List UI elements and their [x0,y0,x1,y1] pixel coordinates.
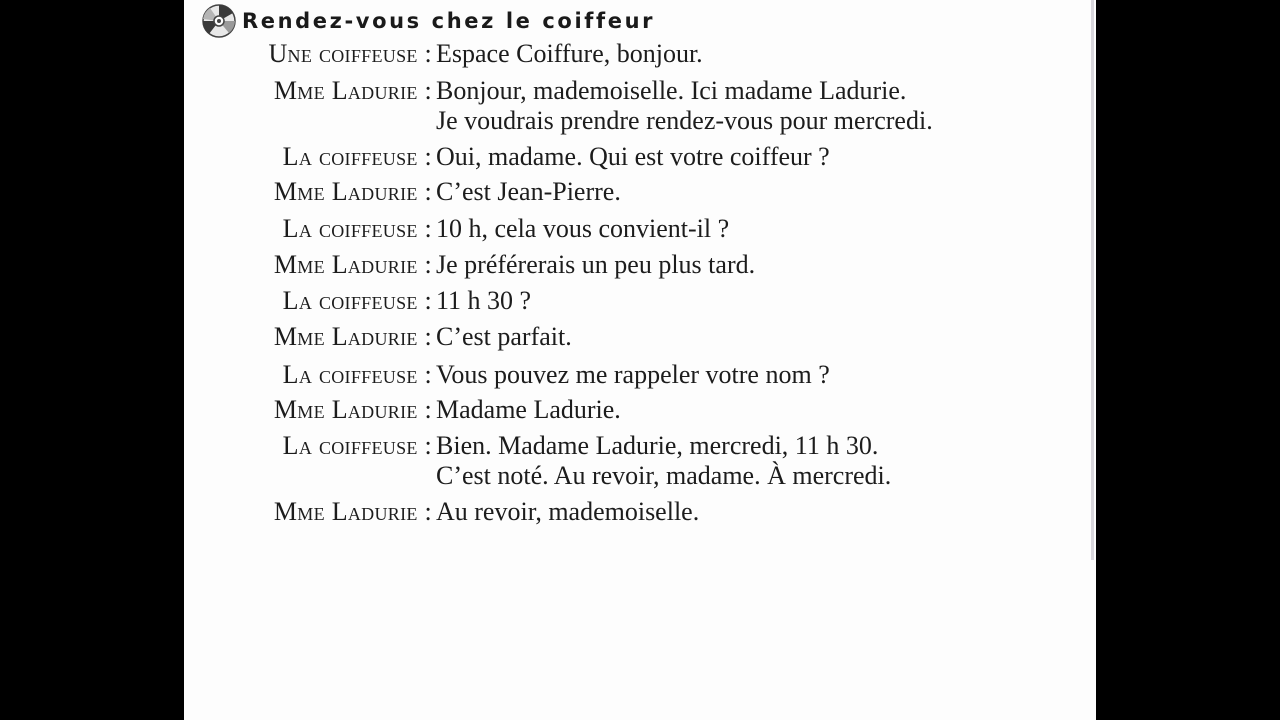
dialogue-text: C’est Jean-Pierre. [436,177,621,206]
dialogue-text: Espace Coiffure, bonjour. [436,39,703,68]
speaker-label: La coiffeuse : [282,431,432,460]
dialogue-text: Oui, madame. Qui est votre coiffeur ? [436,142,830,171]
speaker-label: Mme Ladurie : [273,250,432,279]
dialogue-text: Madame Ladurie. [436,395,621,424]
speaker-label: Une coiffeuse : [268,39,432,68]
speaker-label: Mme Ladurie : [273,177,432,206]
speaker-label: Mme Ladurie : [273,497,432,526]
dialogue-text: Au revoir, mademoiselle. [436,497,700,526]
dialogue-text: 11 h 30 ? [436,286,532,315]
speaker-label: Mme Ladurie : [273,76,432,105]
speaker-label: La coiffeuse : [282,214,432,243]
dialogue-text: Vous pouvez me rappeler votre nom ? [436,360,830,389]
dialogue-text: C’est parfait. [436,322,572,351]
speaker-label: Mme Ladurie : [273,322,432,351]
speaker-label: La coiffeuse : [282,286,432,315]
speaker-label: La coiffeuse : [282,360,432,389]
dialogue-title: Rendez-vous chez le coiffeur [242,9,656,33]
dialogue-text: Bien. Madame Ladurie, mercredi, 11 h 30. C’est noté. Au revoir, madame. À mercredi. [436,431,892,490]
speaker-label: La coiffeuse : [282,142,432,171]
dialogue-text: 10 h, cela vous convient-il ? [436,214,730,243]
dialogue-text: Bonjour, mademoiselle. Ici madame Ladurie. Je voudrais prendre rendez-vous pour mercredi. [436,76,933,135]
dialogue-text: Je préférerais un peu plus tard. [436,250,756,279]
speaker-label: Mme Ladurie : [273,395,432,424]
